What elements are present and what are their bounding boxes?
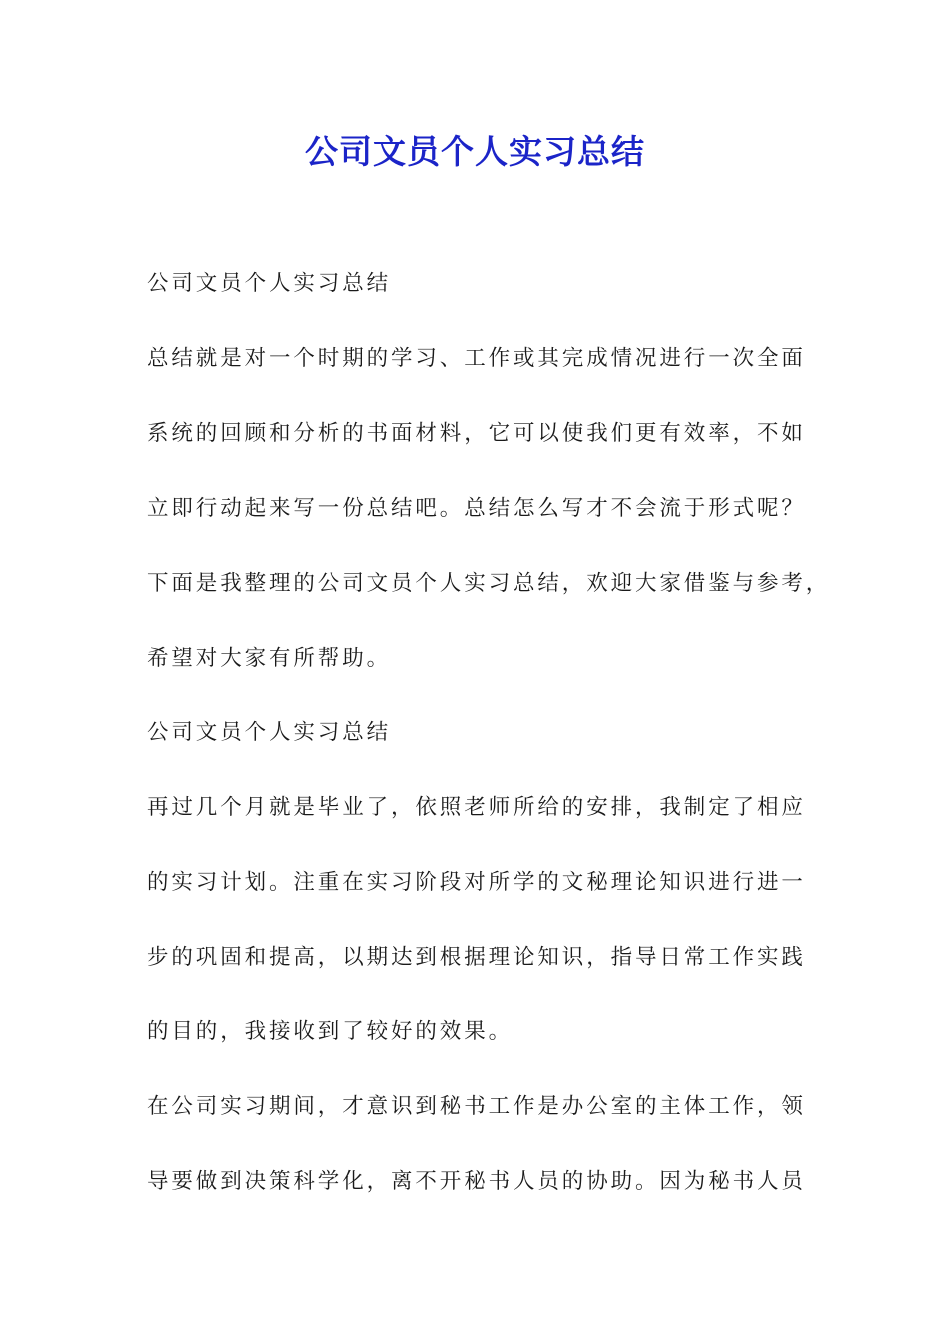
- text-line: 立即行动起来写一份总结吧。总结怎么写才不会流于形式呢？: [147, 496, 806, 521]
- text-line: 公司文员个人实习总结: [147, 271, 392, 296]
- document-title: 公司文员个人实习总结: [305, 132, 645, 171]
- text-line: 步的巩固和提高，以期达到根据理论知识，指导日常工作实践: [147, 945, 806, 970]
- text-line: 希望对大家有所帮助。: [147, 646, 392, 671]
- text-line: 总结就是对一个时期的学习、工作或其完成情况进行一次全面: [147, 346, 806, 371]
- text-line: 系统的回顾和分析的书面材料，它可以使我们更有效率，不如: [147, 421, 806, 446]
- text-line: 导要做到决策科学化，离不开秘书人员的协助。因为秘书人员: [147, 1169, 806, 1194]
- text-line: 公司文员个人实习总结: [147, 720, 392, 745]
- text-line: 的实习计划。注重在实习阶段对所学的文秘理论知识进行进一: [147, 870, 806, 895]
- text-line: 下面是我整理的公司文员个人实习总结，欢迎大家借鉴与参考，: [147, 571, 831, 596]
- text-line: 在公司实习期间，才意识到秘书工作是办公室的主体工作，领: [147, 1094, 806, 1119]
- text-line: 再过几个月就是毕业了，依照老师所给的安排，我制定了相应: [147, 795, 806, 820]
- text-line: 的目的，我接收到了较好的效果。: [147, 1019, 514, 1044]
